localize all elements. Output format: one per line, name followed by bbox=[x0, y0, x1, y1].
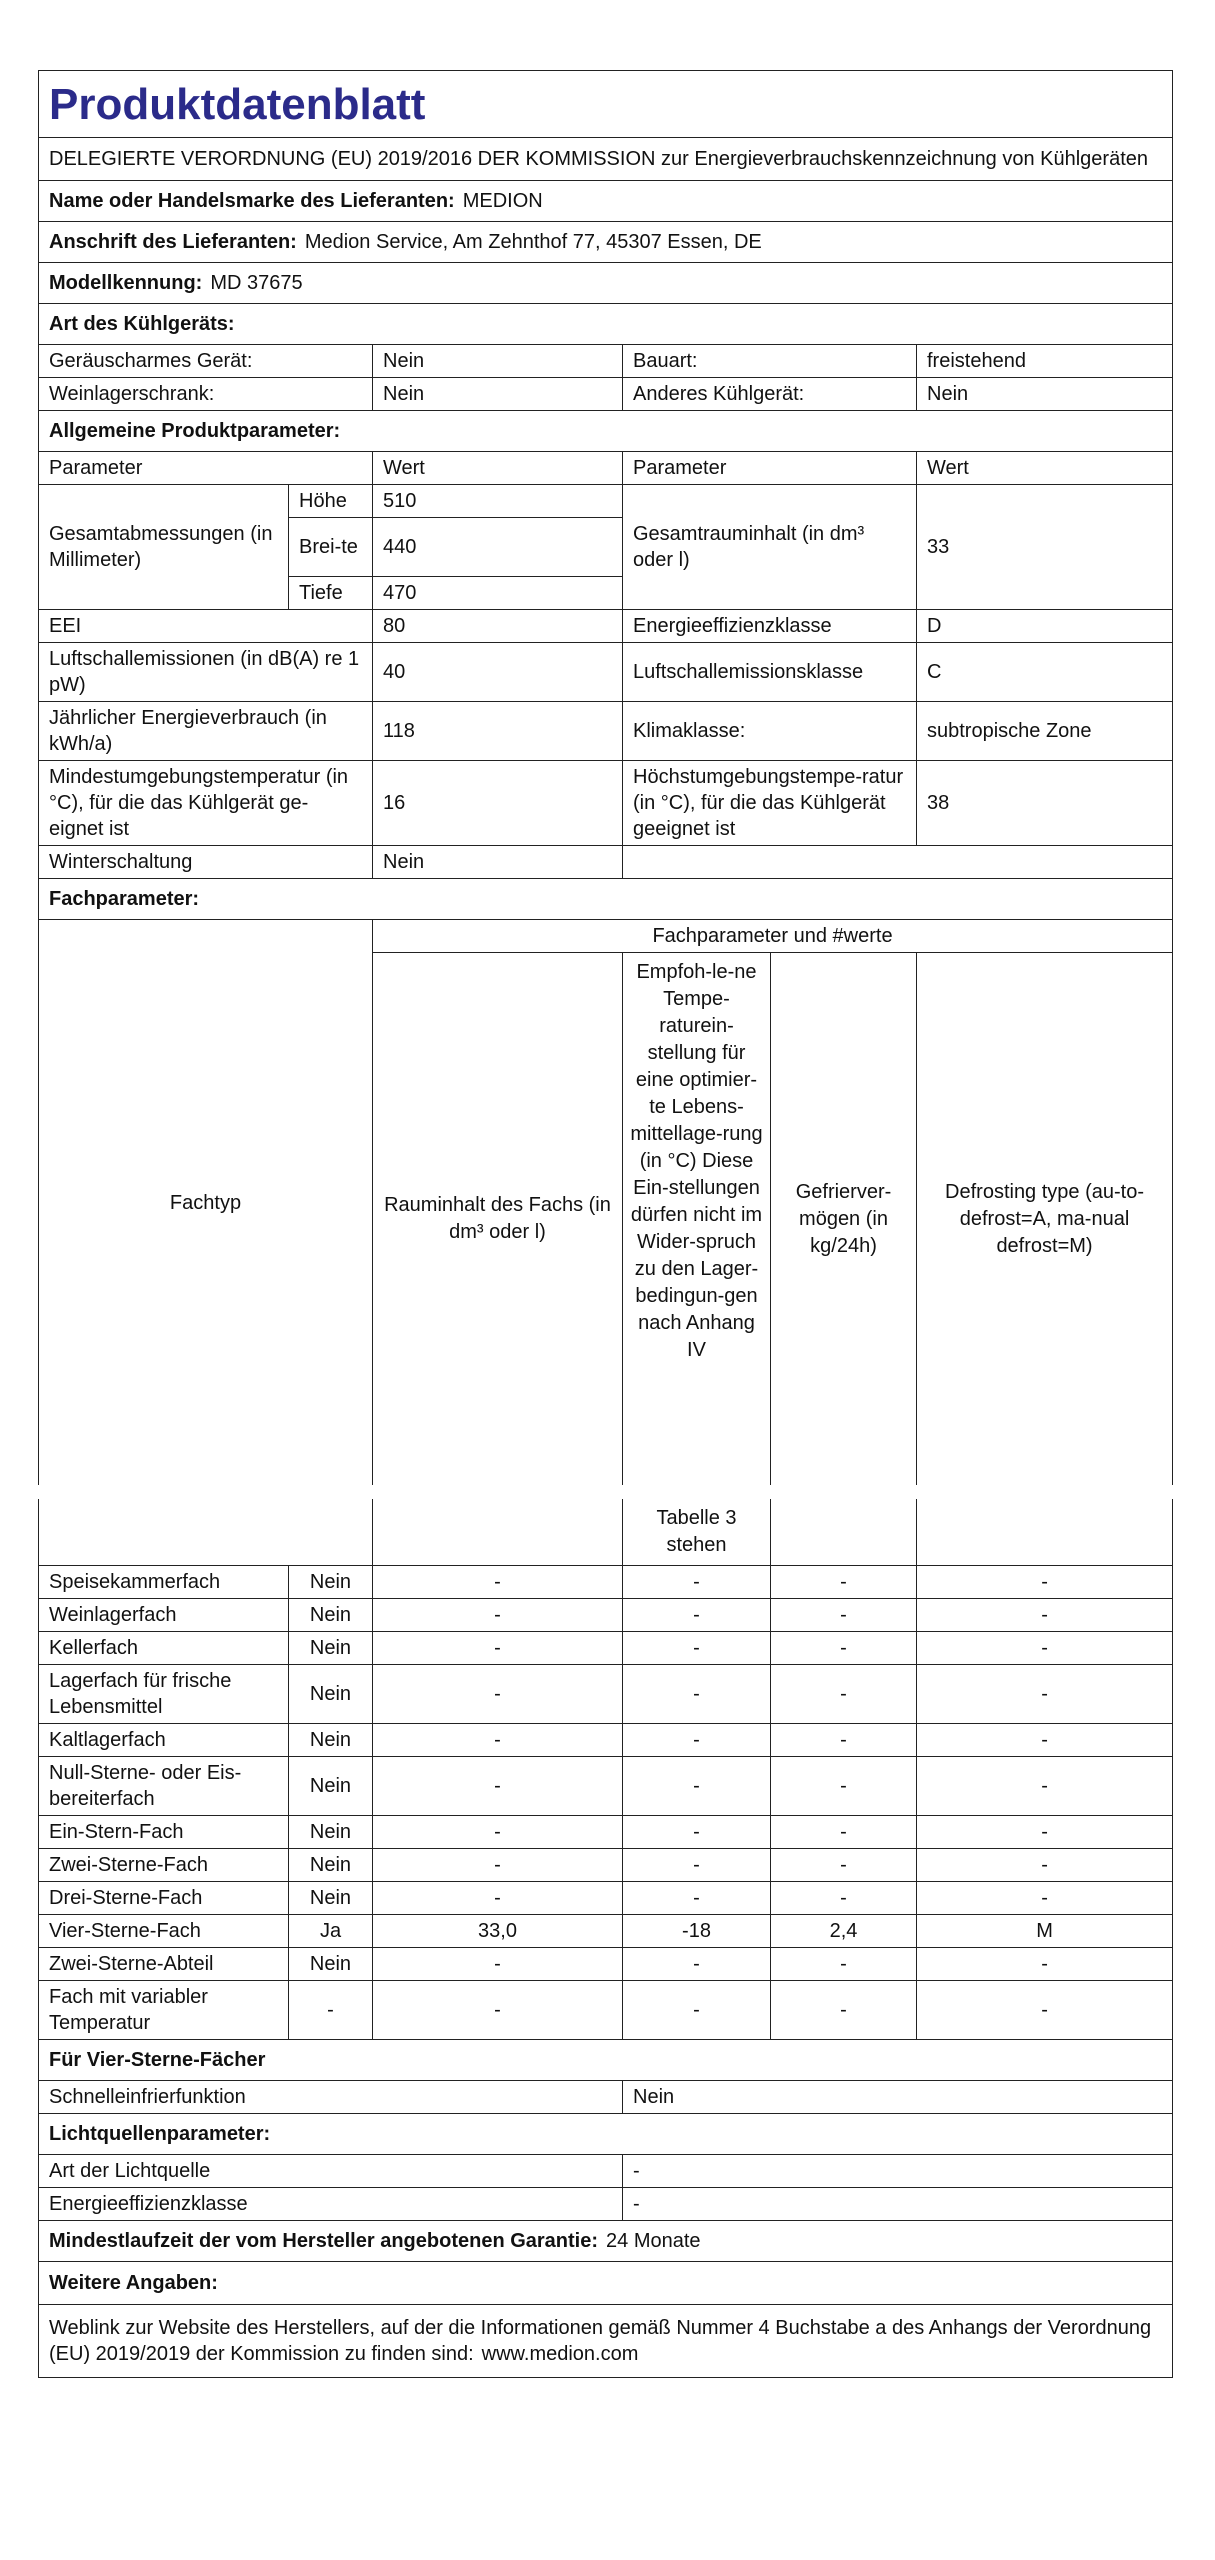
light-heading: Lichtquellenparameter: bbox=[39, 2114, 1173, 2155]
compartment-volume: - bbox=[373, 1724, 623, 1757]
compartment-present: Nein bbox=[289, 1632, 373, 1665]
weblink-url[interactable]: www.medion.com bbox=[481, 2343, 639, 2365]
energy-class-value: D bbox=[917, 610, 1173, 643]
compartment-present: Nein bbox=[289, 1665, 373, 1724]
compartment-volume: - bbox=[373, 1566, 623, 1599]
col-defrost: Defrosting type (au-to-defrost=A, ma-nual defrost=M) bbox=[917, 953, 1173, 1486]
compartment-volume: - bbox=[373, 1849, 623, 1882]
compartment-defrost: - bbox=[917, 1849, 1173, 1882]
compartment-defrost: M bbox=[917, 1915, 1173, 1948]
compartment-present: - bbox=[289, 1981, 373, 2040]
compartment-temperature: - bbox=[623, 1849, 771, 1882]
compartment-freezing: - bbox=[771, 1599, 917, 1632]
winter-row bbox=[39, 846, 1173, 879]
compartment-temperature: - bbox=[623, 1566, 771, 1599]
title-row bbox=[39, 71, 1173, 138]
compartment-row bbox=[39, 1665, 1173, 1724]
compartment-temperature: - bbox=[623, 1757, 771, 1816]
climate-class-label: Klimaklasse: bbox=[623, 702, 917, 761]
temperature-row bbox=[39, 761, 1173, 846]
min-temp-label: Mindestumgebungstemperatur (in °C), für die das Kühlgerät ge-eignet ist bbox=[39, 761, 373, 846]
supplier-address-row bbox=[39, 222, 1173, 263]
weblink-row bbox=[39, 2305, 1173, 2378]
general-header-row bbox=[39, 452, 1173, 485]
compartment-volume: - bbox=[373, 1665, 623, 1724]
width-label: Brei-te bbox=[289, 518, 373, 577]
compartment-volume: 33,0 bbox=[373, 1915, 623, 1948]
compartment-freezing: - bbox=[771, 1665, 917, 1724]
compartment-type: Zwei-Sterne-Abteil bbox=[39, 1948, 289, 1981]
col-temperature: Empfoh-le-ne Tempe-raturein-stellung für eine optimier-te Lebens-mittellage-rung (in °C) Diese Ein-stellungen dürfen nicht im Wider-spruch zu den Lager-bedingun-gen nach Anhang IV bbox=[623, 953, 771, 1486]
compartment-row bbox=[39, 1948, 1173, 1981]
model-label: Modellkennung: bbox=[49, 272, 203, 294]
type-heading-row bbox=[39, 304, 1173, 345]
compartment-row bbox=[39, 1599, 1173, 1632]
annual-energy-label: Jährlicher Energieverbrauch (in kWh/a) bbox=[39, 702, 373, 761]
compartments-group-row bbox=[39, 920, 1173, 953]
compartment-type: Ein-Stern-Fach bbox=[39, 1816, 289, 1849]
depth-value: 470 bbox=[373, 577, 623, 610]
compartment-present: Nein bbox=[289, 1882, 373, 1915]
supplier-address-value: Medion Service, Am Zehnthof 77, 45307 Essen, DE bbox=[304, 231, 762, 253]
compartment-type: Zwei-Sterne-Fach bbox=[39, 1849, 289, 1882]
compartment-freezing: - bbox=[771, 1882, 917, 1915]
compartment-present: Nein bbox=[289, 1566, 373, 1599]
noise-label: Luftschallemissionen (in dB(A) re 1 pW) bbox=[39, 643, 373, 702]
weblink-text: Weblink zur Website des Herstellers, auf der die Informationen gemäß Nummer 4 Buchstabe a des Anhangs der Verordnung (EU) 2019/2019 der Kommission zu finden sind: bbox=[49, 2317, 1152, 2365]
compartment-volume: - bbox=[373, 1816, 623, 1849]
compartment-defrost: - bbox=[917, 1566, 1173, 1599]
compartment-volume: - bbox=[373, 1599, 623, 1632]
warranty-value: 24 Monate bbox=[606, 2230, 701, 2252]
design-label: Bauart: bbox=[623, 345, 917, 378]
warranty-label: Mindestlaufzeit der vom Hersteller angebotenen Garantie: bbox=[49, 2230, 599, 2252]
compartment-defrost: - bbox=[917, 1599, 1173, 1632]
model-value: MD 37675 bbox=[210, 272, 303, 294]
width-value: 440 bbox=[373, 518, 623, 577]
energy-class-label: Energieeffizienzklasse bbox=[623, 610, 917, 643]
noise-value: 40 bbox=[373, 643, 623, 702]
dims-row-height bbox=[39, 485, 1173, 518]
depth-label: Tiefe bbox=[289, 577, 373, 610]
page-title: Produktdatenblatt bbox=[39, 71, 1173, 138]
col-value-right: Wert bbox=[917, 452, 1173, 485]
design-value: freistehend bbox=[917, 345, 1173, 378]
type-row-1 bbox=[39, 345, 1173, 378]
type-heading: Art des Kühlgeräts: bbox=[39, 304, 1173, 345]
quick-freeze-value: Nein bbox=[623, 2081, 1173, 2114]
compartment-type: Kellerfach bbox=[39, 1632, 289, 1665]
compartment-freezing: - bbox=[771, 1757, 917, 1816]
compartment-freezing: 2,4 bbox=[771, 1915, 917, 1948]
compartment-row bbox=[39, 1849, 1173, 1882]
light-type-value: - bbox=[623, 2155, 1173, 2188]
volume-label: Gesamtrauminhalt (in dm³ oder l) bbox=[623, 485, 917, 610]
compartment-type: Null-Sterne- oder Eis-bereiterfach bbox=[39, 1757, 289, 1816]
compartment-row bbox=[39, 1757, 1173, 1816]
compartments-heading: Fachparameter: bbox=[39, 879, 1173, 920]
compartments-heading-row bbox=[39, 879, 1173, 920]
compartment-volume: - bbox=[373, 1757, 623, 1816]
compartment-defrost: - bbox=[917, 1724, 1173, 1757]
noise-class-label: Luftschallemissionsklasse bbox=[623, 643, 917, 702]
compartment-present: Nein bbox=[289, 1948, 373, 1981]
compartment-present: Ja bbox=[289, 1915, 373, 1948]
col-param-left: Parameter bbox=[39, 452, 373, 485]
general-heading: Allgemeine Produktparameter: bbox=[39, 411, 1173, 452]
further-heading-row bbox=[39, 2262, 1173, 2305]
climate-class-value: subtropische Zone bbox=[917, 702, 1173, 761]
compartment-temperature: -18 bbox=[623, 1915, 771, 1948]
supplier-name-row bbox=[39, 181, 1173, 222]
compartment-present: Nein bbox=[289, 1724, 373, 1757]
quick-freeze-label: Schnelleinfrierfunktion bbox=[39, 2081, 623, 2114]
min-temp-value: 16 bbox=[373, 761, 623, 846]
type-row-2 bbox=[39, 378, 1173, 411]
wine-cabinet-label: Weinlagerschrank: bbox=[39, 378, 373, 411]
light-class-row bbox=[39, 2188, 1173, 2221]
col-volume: Rauminhalt des Fachs (in dm³ oder l) bbox=[373, 953, 623, 1486]
annual-energy-value: 118 bbox=[373, 702, 623, 761]
compartment-row bbox=[39, 1981, 1173, 2040]
quick-freeze-row bbox=[39, 2081, 1173, 2114]
eei-row bbox=[39, 610, 1173, 643]
compartment-temperature: - bbox=[623, 1599, 771, 1632]
other-appliance-label: Anderes Kühlgerät: bbox=[623, 378, 917, 411]
compartment-type: Lagerfach für frische Lebensmittel bbox=[39, 1665, 289, 1724]
height-value: 510 bbox=[373, 485, 623, 518]
eei-label: EEI bbox=[39, 610, 373, 643]
general-heading-row bbox=[39, 411, 1173, 452]
low-noise-label: Geräuscharmes Gerät: bbox=[39, 345, 373, 378]
further-heading: Weitere Angaben: bbox=[39, 2262, 1173, 2305]
dims-label: Gesamtabmessungen (in Millimeter) bbox=[39, 485, 289, 610]
other-appliance-value: Nein bbox=[917, 378, 1173, 411]
max-temp-value: 38 bbox=[917, 761, 1173, 846]
compartment-temperature: - bbox=[623, 1882, 771, 1915]
compartment-defrost: - bbox=[917, 1816, 1173, 1849]
compartment-freezing: - bbox=[771, 1849, 917, 1882]
light-heading-row bbox=[39, 2114, 1173, 2155]
compartment-defrost: - bbox=[917, 1665, 1173, 1724]
compartment-freezing: - bbox=[771, 1948, 917, 1981]
noise-class-value: C bbox=[917, 643, 1173, 702]
compartment-freezing: - bbox=[771, 1566, 917, 1599]
compartment-type: Kaltlagerfach bbox=[39, 1724, 289, 1757]
compartment-temperature: - bbox=[623, 1816, 771, 1849]
compartment-volume: - bbox=[373, 1882, 623, 1915]
noise-row bbox=[39, 643, 1173, 702]
compartment-present: Nein bbox=[289, 1816, 373, 1849]
energy-row bbox=[39, 702, 1173, 761]
compartment-type: Vier-Sterne-Fach bbox=[39, 1915, 289, 1948]
supplier-name-label: Name oder Handelsmarke des Lieferanten: bbox=[49, 190, 455, 212]
supplier-address-label: Anschrift des Lieferanten: bbox=[49, 231, 297, 253]
compartment-defrost: - bbox=[917, 1632, 1173, 1665]
compartment-temperature: - bbox=[623, 1665, 771, 1724]
compartment-present: Nein bbox=[289, 1849, 373, 1882]
col-freezing: Gefrierver-mögen (in kg/24h) bbox=[771, 953, 917, 1486]
compartments-group-header: Fachparameter und #werte bbox=[373, 920, 1173, 953]
wine-cabinet-value: Nein bbox=[373, 378, 623, 411]
compartment-type: Fach mit variabler Temperatur bbox=[39, 1981, 289, 2040]
compartments-header-cont bbox=[39, 1499, 1173, 1566]
compartment-type: Drei-Sterne-Fach bbox=[39, 1882, 289, 1915]
col-value-left: Wert bbox=[373, 452, 623, 485]
compartment-freezing: - bbox=[771, 1981, 917, 2040]
low-noise-value: Nein bbox=[373, 345, 623, 378]
compartment-defrost: - bbox=[917, 1981, 1173, 2040]
volume-value: 33 bbox=[917, 485, 1173, 610]
compartment-defrost: - bbox=[917, 1948, 1173, 1981]
compartment-type: Speisekammerfach bbox=[39, 1566, 289, 1599]
compartment-row bbox=[39, 1724, 1173, 1757]
light-type-row bbox=[39, 2155, 1173, 2188]
col-temperature-cont: Tabelle 3 stehen bbox=[623, 1499, 771, 1566]
four-star-heading: Für Vier-Sterne-Fächer bbox=[39, 2040, 1173, 2081]
winter-label: Winterschaltung bbox=[39, 846, 373, 879]
max-temp-label: Höchstumgebungstempe-ratur (in °C), für die das Kühlgerät geeignet ist bbox=[623, 761, 917, 846]
compartment-freezing: - bbox=[771, 1632, 917, 1665]
compartment-present: Nein bbox=[289, 1757, 373, 1816]
height-label: Höhe bbox=[289, 485, 373, 518]
compartment-present: Nein bbox=[289, 1599, 373, 1632]
compartment-defrost: - bbox=[917, 1882, 1173, 1915]
compartment-temperature: - bbox=[623, 1724, 771, 1757]
light-class-label: Energieeffizienzklasse bbox=[39, 2188, 623, 2221]
four-star-heading-row bbox=[39, 2040, 1173, 2081]
eei-value: 80 bbox=[373, 610, 623, 643]
supplier-name-value: MEDION bbox=[462, 190, 543, 212]
main-table bbox=[38, 70, 1173, 2378]
compartment-row bbox=[39, 1632, 1173, 1665]
warranty-row bbox=[39, 2221, 1173, 2262]
col-param-right: Parameter bbox=[623, 452, 917, 485]
regulation-text: DELEGIERTE VERORDNUNG (EU) 2019/2016 DER KOMMISSION zur Energieverbrauchskennzeichnung von Kühlgeräten bbox=[39, 138, 1173, 181]
compartment-freezing: - bbox=[771, 1724, 917, 1757]
compartment-row bbox=[39, 1915, 1173, 1948]
light-type-label: Art der Lichtquelle bbox=[39, 2155, 623, 2188]
compartment-row bbox=[39, 1566, 1173, 1599]
product-data-sheet bbox=[38, 70, 1172, 2378]
compartment-freezing: - bbox=[771, 1816, 917, 1849]
model-row bbox=[39, 263, 1173, 304]
compartment-defrost: - bbox=[917, 1757, 1173, 1816]
compartment-temperature: - bbox=[623, 1948, 771, 1981]
compartment-volume: - bbox=[373, 1632, 623, 1665]
col-fachtyp: Fachtyp bbox=[39, 920, 373, 1486]
compartment-type: Weinlagerfach bbox=[39, 1599, 289, 1632]
compartment-temperature: - bbox=[623, 1632, 771, 1665]
compartment-volume: - bbox=[373, 1948, 623, 1981]
compartment-volume: - bbox=[373, 1981, 623, 2040]
page-break-gap bbox=[39, 1485, 1173, 1499]
compartment-temperature: - bbox=[623, 1981, 771, 2040]
winter-value: Nein bbox=[373, 846, 623, 879]
compartment-row bbox=[39, 1882, 1173, 1915]
compartment-row bbox=[39, 1816, 1173, 1849]
light-class-value: - bbox=[623, 2188, 1173, 2221]
regulation-row bbox=[39, 138, 1173, 181]
compartment-rows bbox=[39, 1566, 1173, 2040]
